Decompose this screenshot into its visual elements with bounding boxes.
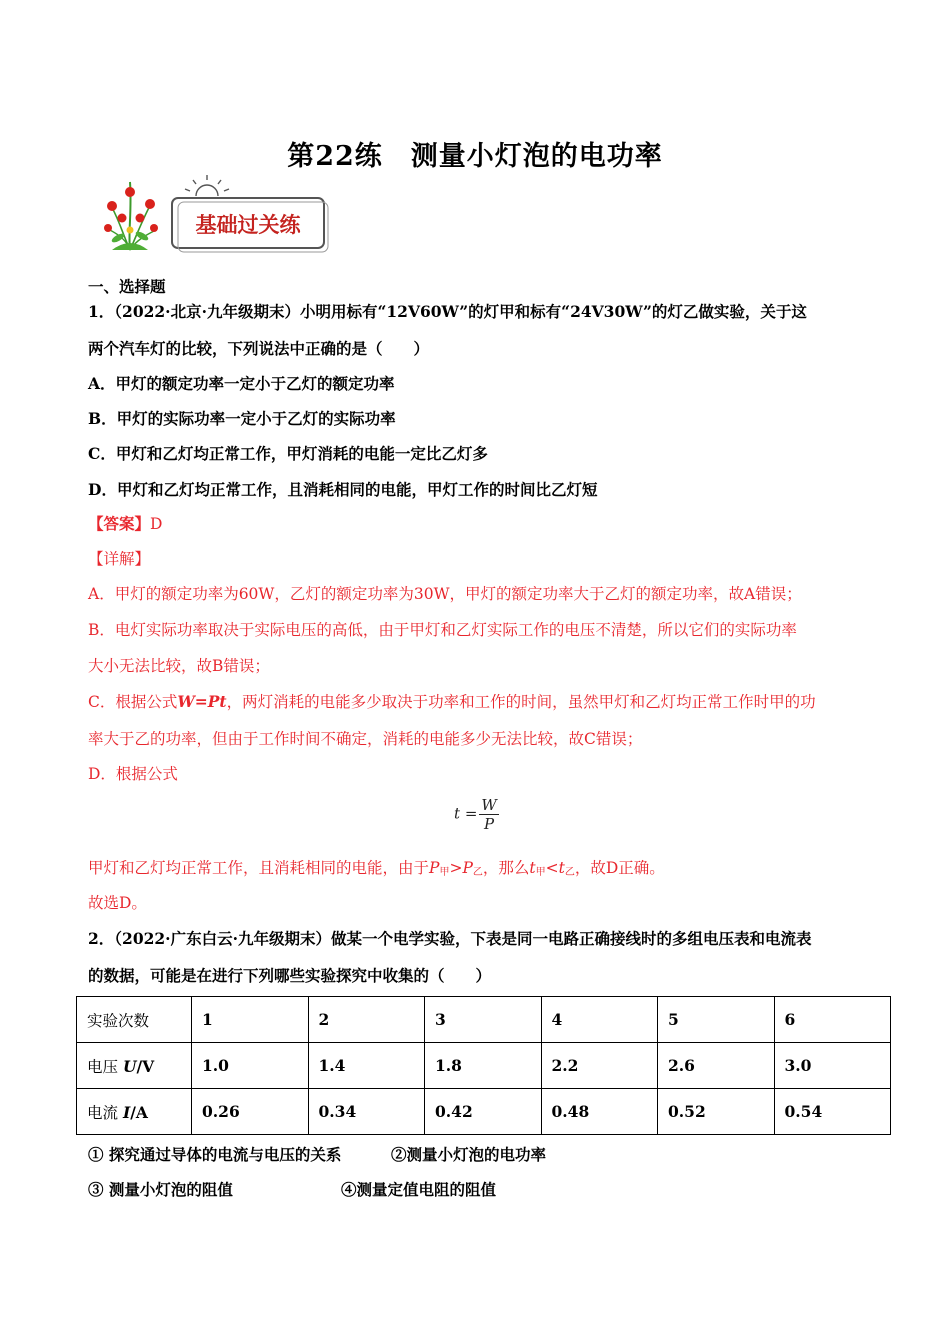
table-cell: 3 bbox=[425, 997, 542, 1043]
table-cell: 1.4 bbox=[308, 1043, 425, 1089]
table-cell: 2.2 bbox=[541, 1043, 658, 1089]
q1-line1: 1．（2022·北京·九年级期末）小明用标有“12V60W”的灯甲和标有“24V30W”的灯乙做实验，关于这 bbox=[88, 302, 807, 321]
page-title: 第22练 测量小灯泡的电功率 bbox=[287, 141, 663, 172]
table-cell: 0.26 bbox=[192, 1089, 309, 1135]
q1-explain-d2: 甲灯和乙灯均正常工作，且消耗相同的电能，由于$P_甲>P_乙$，那么$t_甲<t_乙$，故D正确。 bbox=[88, 859, 665, 878]
q1-explain-b2: 大小无法比较，故B错误； bbox=[88, 657, 270, 675]
flower-plant-icon bbox=[104, 182, 158, 250]
table-row bbox=[77, 1043, 891, 1089]
table-cell: 0.48 bbox=[541, 1089, 658, 1135]
q1-option-c: C．甲灯和乙灯均正常工作，甲灯消耗的电能一定比乙灯多 bbox=[88, 444, 488, 463]
section-heading: 一、选择题 bbox=[88, 277, 166, 296]
q1-option-d: D．甲灯和乙灯均正常工作，且消耗相同的电能，甲灯工作的时间比乙灯短 bbox=[88, 480, 598, 499]
table-cell: 电流 I/A bbox=[77, 1089, 192, 1135]
table-cell: 4 bbox=[541, 997, 658, 1043]
q1-detail-label: 【详解】 bbox=[88, 550, 151, 568]
q1-explain-a: A．甲灯的额定功率为60W，乙灯的额定功率为30W，甲灯的额定功率大于乙灯的额定功率，故A错误； bbox=[88, 585, 802, 603]
data-table bbox=[76, 996, 891, 1135]
q1-conclusion: 故选D。 bbox=[88, 894, 147, 912]
q2-choice-4: ④测量定值电阻的阻值 bbox=[341, 1180, 497, 1199]
q1-explain-b1: B．电灯实际功率取决于实际电压的高低，由于甲灯和乙灯实际工作的电压不清楚，所以它们的实际功率 bbox=[88, 621, 797, 639]
badge-label: 基础过关练 bbox=[195, 212, 301, 237]
table-cell: 1 bbox=[192, 997, 309, 1043]
table-cell: 3.0 bbox=[774, 1043, 891, 1089]
table-cell: 实验次数 bbox=[77, 997, 192, 1043]
q2-line2: 的数据，可能是在进行下列哪些实验探究中收集的（ ） bbox=[88, 966, 492, 985]
table-cell: 1.0 bbox=[192, 1043, 309, 1089]
table-cell: 1.8 bbox=[425, 1043, 542, 1089]
table-cell: 0.54 bbox=[774, 1089, 891, 1135]
table-cell: 0.42 bbox=[425, 1089, 542, 1135]
table-row bbox=[77, 997, 891, 1043]
q1-option-a: A．甲灯的额定功率一定小于乙灯的额定功率 bbox=[88, 374, 395, 393]
q1-option-b: B．甲灯的实际功率一定小于乙灯的实际功率 bbox=[88, 409, 396, 428]
table-cell: 0.52 bbox=[658, 1089, 775, 1135]
table-row bbox=[77, 1089, 891, 1135]
q2-line1: 2．（2022·广东白云·九年级期末）做某一个电学实验，下表是同一电路正确接线时的多组电压表和电流表 bbox=[88, 929, 812, 948]
q1-explain-d1: D．根据公式 bbox=[88, 765, 178, 783]
formula-t-equals-w-over-p: t = $\frac{W}{P}$ bbox=[454, 796, 497, 833]
q2-choice-2: ②测量小灯泡的电功率 bbox=[391, 1145, 547, 1164]
q1-answer: 【答案】D bbox=[88, 514, 163, 533]
table-cell: 0.34 bbox=[308, 1089, 425, 1135]
table-cell: 2 bbox=[308, 997, 425, 1043]
table-cell: 2.6 bbox=[658, 1043, 775, 1089]
q1-explain-c1: C．根据公式W=Pt，两灯消耗的电能多少取决于功率和工作的时间，虽然甲灯和乙灯均正常工作时甲的功 bbox=[88, 692, 816, 711]
table-cell: 5 bbox=[658, 997, 775, 1043]
q2-choice-1: ① 探究通过导体的电流与电压的关系 bbox=[88, 1145, 342, 1164]
table-cell: 电压 U/V bbox=[77, 1043, 192, 1089]
table-cell: 6 bbox=[774, 997, 891, 1043]
q2-choice-3: ③ 测量小灯泡的阻值 bbox=[88, 1180, 233, 1199]
q1-explain-c2: 率大于乙的功率，但由于工作时间不确定，消耗的电能多少无法比较，故C错误； bbox=[88, 730, 643, 748]
q1-line2: 两个汽车灯的比较，下列说法中正确的是（ ） bbox=[88, 339, 430, 358]
sun-icon bbox=[185, 175, 229, 196]
section-badge bbox=[100, 172, 330, 254]
